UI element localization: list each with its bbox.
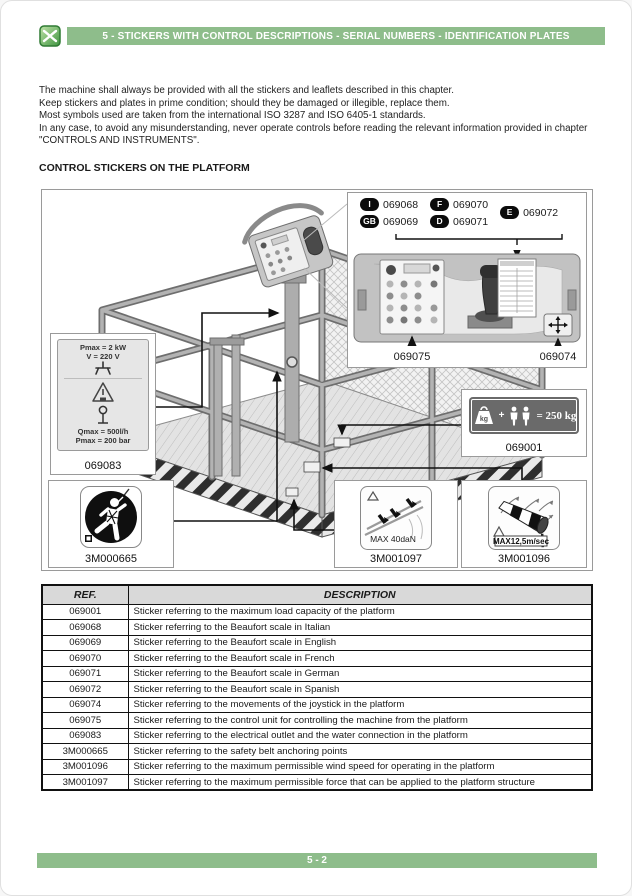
legend-item	[430, 198, 488, 211]
language-badge: F	[430, 198, 449, 211]
description-cell: Sticker referring to the control unit for controlling the machine from the platform	[128, 713, 592, 729]
intro-line: Most symbols used are taken from the international ISO 3287 and ISO 6405-1 standards.	[39, 110, 426, 122]
divider	[64, 378, 141, 379]
ref-cell: 3M001096	[42, 759, 128, 775]
ref-cell: 069001	[42, 604, 128, 620]
ref-cell: 069068	[42, 620, 128, 636]
table-row	[42, 604, 592, 620]
table-row	[42, 666, 592, 682]
brand-logo-icon	[39, 25, 61, 47]
intro-line: In any case, to avoid any misunderstanding, never operate controls before reading the relevant information provided in chapter "CONTROLS AND INSTRUMENTS".	[39, 122, 588, 147]
intro-paragraph	[39, 85, 595, 148]
intro-line: The machine shall always be provided with all the stickers and leaflets described in this chapter.	[39, 85, 454, 96]
legend-bracket	[352, 233, 582, 245]
description-cell: Sticker referring to the maximum load capacity of the platform	[128, 604, 592, 620]
table-row	[42, 744, 592, 760]
chapter-title: 5 - STICKERS WITH CONTROL DESCRIPTIONS - SERIAL NUMBERS - IDENTIFICATION PLATES	[67, 27, 605, 45]
sticker-text: V = 220 V	[86, 352, 120, 361]
description-cell: Sticker referring to the Beaufort scale in Spanish	[128, 682, 592, 698]
section-title: CONTROL STICKERS ON THE PLATFORM	[39, 162, 250, 174]
sticker-box-electrical	[50, 333, 156, 475]
sticker-ref: 069001	[505, 442, 543, 454]
table-row	[42, 759, 592, 775]
belt-anchor-point	[287, 357, 297, 367]
language-badge: E	[500, 206, 519, 219]
ref-cell: 069075	[42, 713, 128, 729]
load-sticker	[469, 397, 579, 434]
plus-sign: +	[498, 410, 505, 421]
description-cell: Sticker referring to the movements of the joystick in the platform	[128, 697, 592, 713]
warning-triangle-icon	[91, 381, 115, 405]
intro-line: Keep stickers and plates in prime condition; should they be damaged or illegible, replace them.	[39, 97, 450, 109]
column-header-description: DESCRIPTION	[128, 585, 592, 604]
weight-icon	[472, 406, 496, 426]
ref-cell: 069069	[42, 635, 128, 651]
table-row	[42, 620, 592, 636]
description-cell: Sticker referring to the electrical outlet and the water connection in the platform	[128, 728, 592, 744]
page-number: 5 - 2	[306, 855, 327, 866]
table-row	[42, 697, 592, 713]
legend-item	[500, 206, 558, 219]
sticker-box-force	[334, 480, 458, 568]
ref-cell: 069072	[42, 682, 128, 698]
legend-item	[430, 215, 488, 228]
control-panel-face	[380, 260, 444, 334]
sticker-ref: 069075	[393, 351, 431, 363]
legend-item	[360, 215, 418, 228]
max-force-icon	[359, 485, 433, 551]
column-header-ref: REF.	[42, 585, 128, 604]
sticker-ref: 069083	[84, 460, 122, 472]
sticker-text: Qmax = 500l/h	[77, 427, 129, 436]
description-cell: Sticker referring to the maximum permissible wind speed for operating in the platform	[128, 759, 592, 775]
description-cell: Sticker referring to the Beaufort scale in Italian	[128, 620, 592, 636]
sticker-text: Pmax = 2 kW	[79, 343, 127, 352]
ref-cell: 3M001097	[42, 775, 128, 791]
language-badge: I	[360, 198, 379, 211]
description-cell: Sticker referring to the Beaufort scale in German	[128, 666, 592, 682]
electrical-sticker	[57, 339, 149, 451]
sticker-box-wind	[461, 480, 587, 568]
ref-cell: 3M000665	[42, 744, 128, 760]
console-closeup-drawing	[352, 250, 582, 346]
table-row	[42, 775, 592, 791]
sticker-ref: 069074	[539, 351, 577, 363]
sticker-ref: 069072	[523, 206, 559, 219]
language-badge: D	[430, 215, 449, 228]
weight-kg-label: kg	[479, 415, 488, 423]
description-cell: Sticker referring to the safety belt anchoring points	[128, 744, 592, 760]
joystick-movement-sticker	[544, 314, 572, 336]
sticker-box-load	[461, 389, 587, 457]
max-wind-icon	[487, 485, 561, 551]
power-plug-icon	[92, 361, 114, 376]
two-persons-icon	[507, 406, 533, 426]
panel-labels	[352, 351, 582, 365]
max-wind-text: MAX12,5m/sec	[492, 537, 550, 546]
sticker-ref: 069069	[383, 215, 419, 228]
sticker-box-belt	[48, 480, 174, 568]
safety-belt-icon	[79, 485, 143, 549]
table-row	[42, 728, 592, 744]
sticker-ref: 3M001097	[370, 553, 422, 565]
sticker-text: Pmax = 200 bar	[75, 436, 131, 445]
description-cell: Sticker referring to the Beaufort scale in French	[128, 651, 592, 667]
legend-column	[430, 198, 488, 232]
sticker-ref: 069071	[453, 215, 489, 228]
load-value: = 250 kg	[536, 409, 577, 422]
ref-cell: 069083	[42, 728, 128, 744]
platform-figure	[41, 189, 593, 571]
water-connection-icon	[95, 405, 111, 427]
legend-column	[360, 198, 418, 232]
beaufort-scale-sticker	[498, 259, 536, 317]
language-badge: GB	[360, 215, 379, 228]
description-cell: Sticker referring to the maximum permissible force that can be applied to the platform structure	[128, 775, 592, 791]
legend-item	[360, 198, 418, 211]
ref-cell: 069070	[42, 651, 128, 667]
sticker-ref: 069068	[383, 198, 419, 211]
table-row	[42, 651, 592, 667]
max-force-text: MAX 40daN	[370, 534, 416, 544]
legend-column	[500, 198, 558, 232]
sticker-ref: 3M001096	[498, 553, 550, 565]
sticker-reference-table	[41, 584, 593, 791]
sticker-ref: 069070	[453, 198, 489, 211]
table-row	[42, 635, 592, 651]
sticker-ref: 3M000665	[85, 553, 137, 565]
table-header-row	[42, 585, 592, 604]
table-row	[42, 713, 592, 729]
language-code-legend	[352, 196, 582, 232]
table-row	[42, 682, 592, 698]
ref-cell: 069074	[42, 697, 128, 713]
page-footer	[37, 853, 597, 868]
ref-cell: 069071	[42, 666, 128, 682]
console-inset-box	[347, 192, 587, 368]
page-header	[39, 25, 593, 47]
description-cell: Sticker referring to the Beaufort scale in English	[128, 635, 592, 651]
